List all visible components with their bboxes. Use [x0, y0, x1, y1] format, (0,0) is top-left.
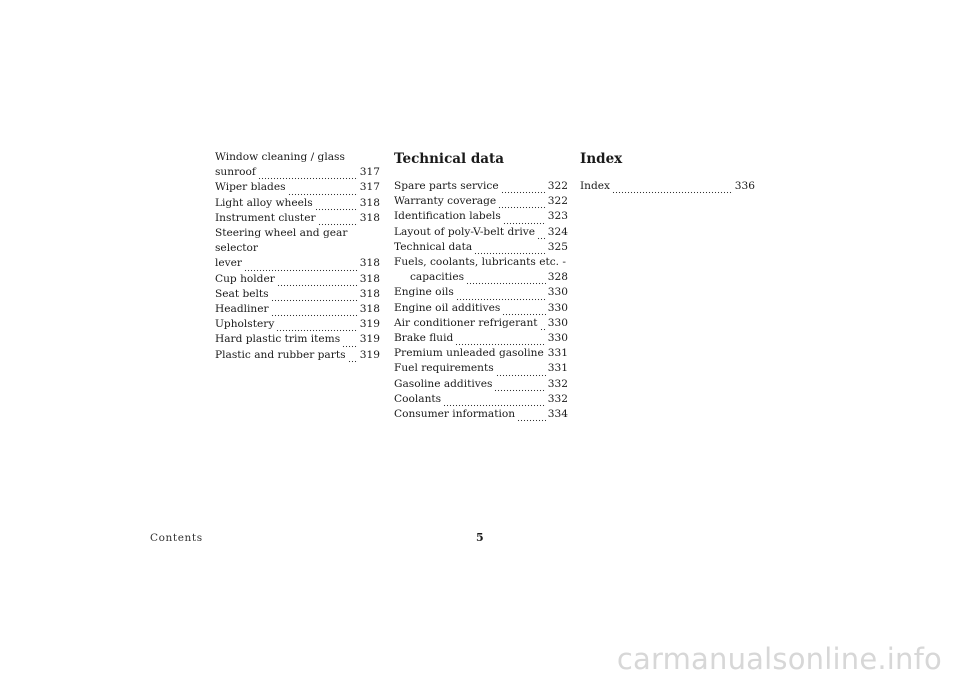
toc-entry[interactable] [215, 196, 380, 211]
dot-leader [498, 197, 546, 209]
dot-leader [277, 275, 358, 287]
toc-entry-page: 322 [547, 180, 568, 192]
toc-entry-title: Technical data [394, 240, 473, 253]
toc-entry-title: Upholstery [215, 318, 275, 331]
toc-entry[interactable] [394, 240, 568, 255]
toc-entry-title: Identification labels [394, 210, 501, 223]
section-heading-index: Index [580, 151, 623, 167]
toc-entry[interactable] [394, 407, 568, 422]
toc-entry-row [215, 348, 380, 363]
toc-entry-page: 317 [359, 181, 380, 194]
toc-entry-title-line: Window cleaning / glass [215, 151, 345, 163]
toc-entry-row [394, 285, 568, 300]
toc-entry-row [215, 165, 380, 180]
toc-entry[interactable] [394, 331, 568, 346]
toc-entry-row [215, 256, 380, 271]
toc-entry-row [215, 272, 380, 287]
toc-entry-page: 319 [359, 318, 380, 331]
toc-column-1 [215, 150, 380, 363]
toc-entry-title: Consumer information [394, 408, 516, 421]
dot-leader [318, 214, 358, 226]
dot-leader [501, 182, 546, 194]
toc-entry[interactable] [394, 316, 568, 331]
toc-entry-page: 325 [547, 240, 568, 253]
toc-entry[interactable] [394, 361, 568, 376]
toc-entry-page: 331 [547, 362, 568, 375]
dot-leader [271, 290, 358, 302]
toc-entry-title: Warranty coverage [394, 195, 497, 208]
toc-entry[interactable] [215, 150, 380, 180]
toc-entry[interactable] [580, 179, 755, 194]
toc-entry-row [580, 179, 755, 194]
toc-entry-title: Fuel requirements [394, 362, 494, 375]
toc-entry-title: Engine oil additives [394, 301, 501, 314]
footer-section-title: Contents [150, 532, 203, 544]
toc-entry-row [394, 270, 568, 285]
toc-entry-row [215, 211, 380, 226]
toc-entry[interactable] [215, 180, 380, 195]
toc-entry-title: Cup holder [215, 272, 275, 285]
toc-entry[interactable] [215, 211, 380, 226]
toc-entry-row [215, 332, 380, 347]
toc-entry-page: 317 [359, 166, 380, 179]
dot-leader [244, 260, 358, 272]
dot-leader [503, 213, 546, 225]
dot-leader [271, 305, 358, 317]
toc-entry-page: 334 [547, 408, 568, 421]
toc-entry-row [394, 316, 568, 331]
dot-leader [494, 380, 545, 392]
toc-entry-page: 318 [359, 272, 380, 285]
toc-entry-title: Seat belts [215, 287, 269, 300]
toc-entry-title: Index [580, 180, 611, 192]
dot-leader [342, 336, 358, 348]
toc-entry[interactable] [394, 255, 568, 285]
toc-entry-title: Air conditioner refrigerant [394, 316, 538, 329]
toc-entry-row [215, 302, 380, 317]
section-heading-technical-data: Technical data [394, 151, 505, 167]
toc-entry[interactable] [394, 285, 568, 300]
toc-entry-page: 330 [547, 316, 568, 329]
toc-entry-page: 319 [359, 348, 380, 361]
dot-leader [474, 243, 546, 255]
footer-page-number: 5 [476, 531, 484, 544]
toc-entry[interactable] [394, 377, 568, 392]
dot-leader [276, 320, 357, 332]
toc-entry[interactable] [394, 346, 568, 361]
toc-entry-title: Brake fluid [394, 332, 454, 345]
toc-entry-row [394, 346, 568, 361]
dot-leader [455, 334, 545, 346]
dot-leader [288, 184, 358, 196]
toc-entry-row [394, 225, 568, 240]
toc-entry-title: Plastic and rubber parts [215, 348, 346, 361]
toc-entry-title: sunroof [215, 166, 256, 179]
toc-entry-page: 330 [547, 332, 568, 345]
toc-entry-row [394, 179, 568, 194]
toc-entry-title: Layout of poly-V-belt drive [394, 225, 535, 238]
dot-leader [443, 395, 546, 407]
toc-entry-page: 318 [359, 196, 380, 209]
toc-entry[interactable] [394, 301, 568, 316]
toc-entry-title: Spare parts service [394, 180, 499, 192]
toc-column-technical-data [394, 150, 568, 422]
toc-entry-row [215, 317, 380, 332]
dot-leader [537, 228, 546, 240]
toc-entry-row [394, 240, 568, 255]
toc-entry-row [394, 377, 568, 392]
toc-entry-row [215, 180, 380, 195]
dot-leader [348, 351, 358, 363]
toc-entry-row [394, 392, 568, 407]
toc-entry-row [215, 287, 380, 302]
dot-leader [456, 289, 546, 301]
toc-entry-row [394, 301, 568, 316]
toc-entry-page: 322 [547, 195, 568, 208]
toc-entry-title: Wiper blades [215, 181, 286, 194]
toc-entry[interactable] [215, 226, 380, 272]
toc-entry-page: 323 [547, 210, 568, 223]
toc-entry[interactable] [215, 348, 380, 363]
toc-entry-title: Instrument cluster [215, 211, 316, 224]
dot-leader [517, 410, 546, 422]
toc-entry-title: Premium unleaded gasoline [394, 347, 544, 360]
toc-entry-title-line: Fuels, coolants, lubricants etc. - [394, 256, 566, 269]
toc-entry-page: 324 [547, 225, 568, 238]
toc-entry-row [394, 407, 568, 422]
toc-entry[interactable] [394, 194, 568, 209]
dot-leader [502, 304, 545, 316]
toc-entry-title: lever [215, 257, 242, 270]
toc-entry-title-line: Steering wheel and gear selector [215, 227, 348, 255]
toc-entry-page: 318 [359, 257, 380, 270]
dot-leader [496, 365, 546, 377]
toc-entry-page: 332 [547, 377, 568, 390]
toc-entry[interactable] [215, 272, 380, 287]
dot-leader [612, 182, 733, 194]
toc-entry[interactable] [394, 209, 568, 224]
dot-leader [466, 273, 546, 285]
toc-entry-page: 330 [547, 286, 568, 299]
toc-entry-row [394, 209, 568, 224]
watermark-text: carmanualsonline.info [616, 642, 942, 676]
dot-leader [315, 199, 358, 211]
toc-entry-title: Engine oils [394, 286, 454, 299]
dot-leader [540, 319, 546, 331]
toc-entry-page: 336 [734, 180, 755, 192]
toc-entry-page: 332 [547, 392, 568, 405]
toc-entry-page: 318 [359, 287, 380, 300]
toc-entry[interactable] [215, 317, 380, 332]
toc-entry-title: Coolants [394, 392, 442, 405]
toc-entry[interactable] [394, 225, 568, 240]
toc-entry[interactable] [215, 302, 380, 317]
toc-entry-page: 318 [359, 211, 380, 224]
toc-entry-page: 318 [359, 303, 380, 316]
toc-entry[interactable] [215, 287, 380, 302]
toc-entry-page: 330 [547, 301, 568, 314]
toc-entry-row [394, 194, 568, 209]
toc-column-index [580, 150, 755, 194]
toc-entry[interactable] [215, 332, 380, 347]
dot-leader [258, 168, 358, 180]
toc-entry-title: Headliner [215, 303, 269, 316]
toc-entry-title: Light alloy wheels [215, 196, 313, 209]
toc-entry-row [215, 196, 380, 211]
toc-entry-title: Gasoline additives [394, 377, 493, 390]
toc-entry[interactable] [394, 392, 568, 407]
toc-entry-title: Hard plastic trim items [215, 333, 341, 346]
toc-entry[interactable] [394, 179, 568, 194]
toc-entry-page: 328 [547, 271, 568, 284]
toc-entry-page: 319 [359, 333, 380, 346]
toc-entry-row [394, 361, 568, 376]
toc-entry-row [394, 331, 568, 346]
toc-entry-page: 331 [547, 347, 568, 360]
toc-entry-title: capacities [410, 271, 465, 284]
